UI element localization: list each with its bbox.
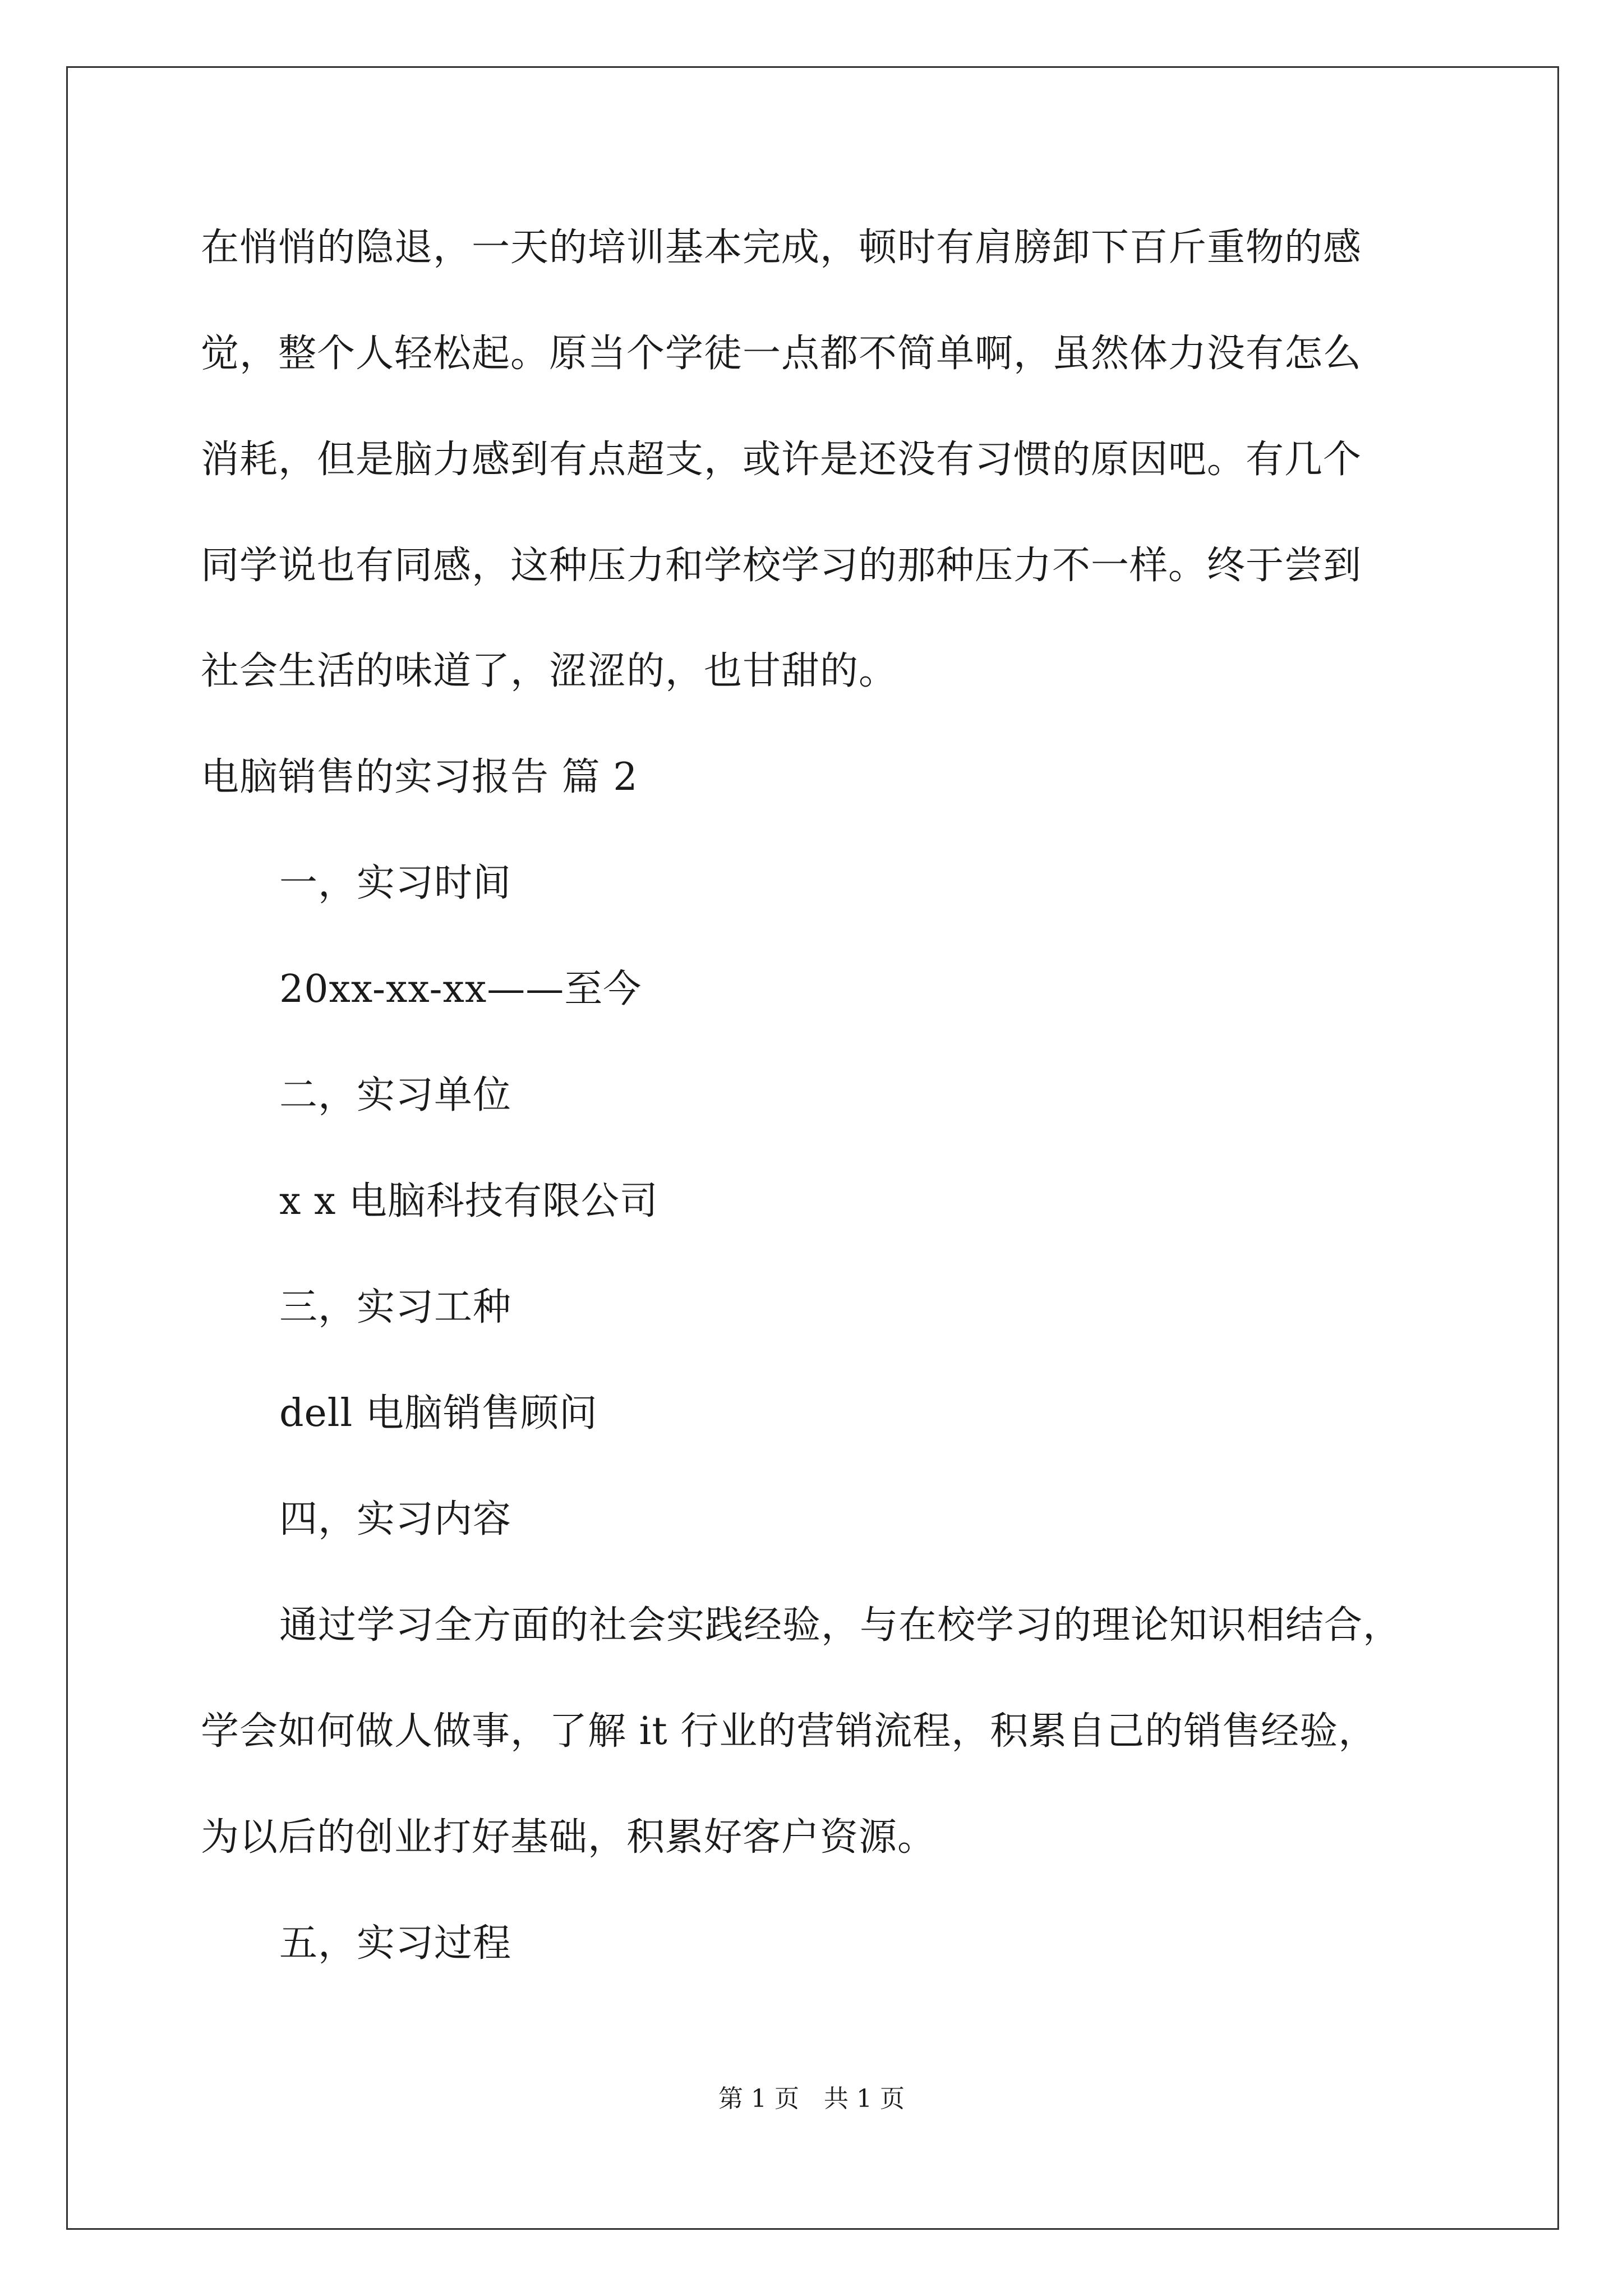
- page-border: [66, 66, 1559, 2230]
- internship-time-value: 20xx-xx-xx——至今: [279, 967, 642, 1011]
- page-footer: 第 1 页 共 1 页: [718, 2085, 905, 2113]
- paragraph-line: 觉，整个人轻松起。原当个学徒一点都不简单啊，虽然体力没有怎么: [201, 332, 1362, 376]
- subheading-internship-content: 四，实习内容: [279, 1497, 512, 1542]
- paragraph-line: 同学说也有同感，这种压力和学校学习的那种压力不一样。终于尝到: [201, 544, 1362, 588]
- subheading-internship-process: 五，实习过程: [279, 1921, 512, 1966]
- paragraph-line: 学会如何做人做事，了解 it 行业的营销流程，积累自己的销售经验，: [201, 1709, 1377, 1754]
- subheading-job-type: 三，实习工种: [279, 1285, 512, 1329]
- paragraph-line: 消耗，但是脑力感到有点超支，或许是还没有习惯的原因吧。有几个: [201, 438, 1362, 482]
- paragraph-line: 通过学习全方面的社会实践经验，与在校学习的理论知识相结合，: [279, 1603, 1402, 1648]
- internship-unit-value: x x 电脑科技有限公司: [279, 1179, 658, 1223]
- paragraph-line: 为以后的创业打好基础，积累好客户资源。: [201, 1815, 937, 1860]
- paragraph-line: 在悄悄的隐退，一天的培训基本完成，顿时有肩膀卸下百斤重物的感: [201, 226, 1362, 270]
- subheading-internship-time: 一，实习时间: [279, 861, 512, 905]
- job-type-value: dell 电脑销售顾问: [279, 1391, 598, 1435]
- section-heading: 电脑销售的实习报告 篇 2: [201, 755, 638, 799]
- paragraph-line: 社会生活的味道了，涩涩的，也甘甜的。: [201, 649, 898, 693]
- subheading-internship-unit: 二，实习单位: [279, 1073, 512, 1117]
